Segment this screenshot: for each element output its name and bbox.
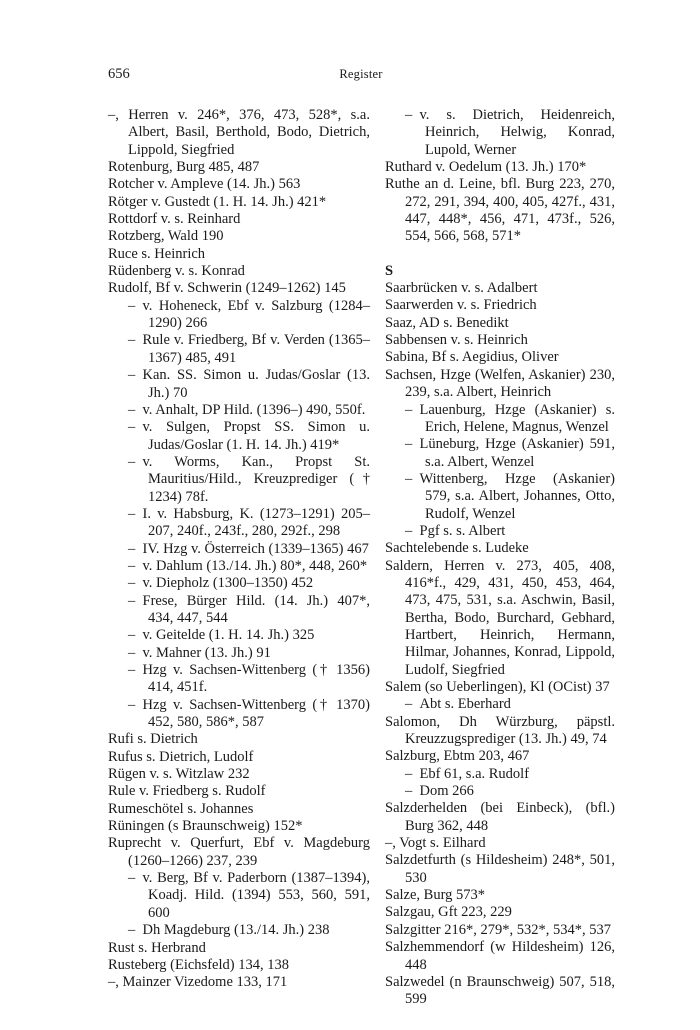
index-entry: Rotenburg, Burg 485, 487: [108, 159, 260, 176]
index-subentry: – Wittenberg, Hzge (Askanier) 579, s.a. Albert, Johannes, Otto, Rudolf, Wenzel: [405, 470, 615, 522]
index-entry: Ruprecht v. Querfurt, Ebf v. Magdeburg (1260–1266) 237, 239: [108, 835, 370, 869]
index-entry: Sachtelebende s. Ludeke: [385, 540, 529, 557]
index-subentry: – v. Hoheneck, Ebf v. Salzburg (1284–1290) 266: [128, 297, 370, 332]
index-entry: Ruce s. Heinrich: [108, 245, 206, 262]
page-header: [108, 66, 614, 86]
index-entry: Sabina, Bf s. Aegidius, Oliver: [385, 349, 559, 366]
index-subentry: – Dom 266: [405, 783, 474, 800]
index-entry: Salzgau, Gft 223, 229: [385, 904, 512, 921]
index-entry: Salzwedel (n Braunschweig) 507, 518, 599: [385, 973, 615, 1008]
index-entry: Salze, Burg 573*: [385, 887, 486, 904]
index-subentry: – v. Geitelde (1. H. 14. Jh.) 325: [128, 627, 315, 644]
index-entry: Rotzberg, Wald 190: [108, 228, 224, 245]
index-entry: Salzgitter 216*, 279*, 532*, 534*, 537: [385, 921, 611, 938]
index-subentry: – v. s. Dietrich, Heidenreich, Heinrich, Helwig, Konrad, Lupold, Werner: [405, 107, 615, 158]
index-entry: Rust s. Herbrand: [108, 939, 206, 956]
index-entry: Ruthard v. Oedelum (13. Jh.) 170*: [385, 159, 587, 176]
index-entry: Ruthe an d. Leine, bfl. Burg 223, 270, 272, 291, 394, 400, 405, 427f., 431, 447, 448*, 456, 471, 473f., 526, 554, 566, 568, 571*: [385, 176, 615, 245]
running-title: Register: [339, 67, 383, 81]
index-entry: Rumeschötel s. Johannes: [108, 800, 254, 817]
index-entry: Rötger v. Gustedt (1. H. 14. Jh.) 421*: [108, 193, 327, 210]
index-entry: Salzderhelden (bei Einbeck), (bfl.) Burg 362, 448: [385, 800, 615, 834]
index-subentry: – Ebf 61, s.a. Rudolf: [405, 765, 530, 782]
index-subentry: – Pgf s. s. Albert: [405, 522, 506, 539]
index-subentry: – v. Mahner (13. Jh.) 91: [128, 644, 271, 661]
index-entry: Rufi s. Dietrich: [108, 731, 198, 748]
index-entry: Sachsen, Hzge (Welfen, Askanier) 230, 239, s.a. Albert, Heinrich: [385, 366, 615, 401]
index-entry: Saaz, AD s. Benedikt: [385, 314, 509, 331]
index-subentry: – Rule v. Friedberg, Bf v. Verden (1365–1367) 485, 491: [128, 332, 370, 366]
index-entry: Rufus s. Dietrich, Ludolf: [108, 748, 254, 765]
index-entry: Rügen v. s. Witzlaw 232: [108, 766, 250, 783]
index-entry: Salzhemmendorf (w Hildesheim) 126, 448: [385, 939, 615, 973]
index-entry: Salzdetfurth (s Hildesheim) 248*, 501, 530: [385, 852, 615, 886]
index-entry: Saarbrücken v. s. Adalbert: [385, 280, 538, 297]
index-subentry: – v. Sulgen, Propst SS. Simon u. Judas/Goslar (1. H. 14. Jh.) 419*: [128, 419, 370, 453]
index-subentry: – v. Diepholz (1300–1350) 452: [128, 575, 314, 592]
index-subentry: – v. Berg, Bf v. Paderborn (1387–1394), Koadj. Hild. (1394) 553, 560, 591, 600: [128, 870, 370, 921]
index-entry: Rudolf, Bf v. Schwerin (1249–1262) 145: [108, 280, 346, 297]
index-entry: Salem (so Ueberlingen), Kl (OCist) 37: [385, 679, 610, 695]
index-subentry: – Dh Magdeburg (13./14. Jh.) 238: [128, 922, 330, 939]
section-letter: S: [385, 262, 394, 279]
index-subentry: – I. v. Habsburg, K. (1273–1291) 205–207, 240f., 243f., 280, 292f., 298: [128, 505, 370, 540]
index-subentry: – v. Dahlum (13./14. Jh.) 80*, 448, 260*: [128, 557, 368, 574]
page-number: 656: [108, 66, 130, 82]
index-column-left: [108, 107, 370, 992]
index-entry: –, Mainzer Vizedome 133, 171: [108, 974, 288, 991]
index-entry: Sabbensen v. s. Heinrich: [385, 332, 528, 349]
index-subentry: – Kan. SS. Simon u. Judas/Goslar (13. Jh.) 70: [128, 367, 370, 401]
index-subentry: – IV. Hzg v. Österreich (1339–1365) 467: [128, 540, 369, 557]
index-entry: Rüningen (s Braunschweig) 152*: [108, 818, 303, 835]
index-entry: –, Herren v. 246*, 376, 473, 528*, s.a. Albert, Basil, Berthold, Bodo, Dietrich, Lippold, Siegfried: [108, 107, 370, 158]
index-subentry: – Lüneburg, Hzge (Askanier) 591, s.a. Albert, Wenzel: [405, 436, 615, 470]
index-subentry: – v. Worms, Kan., Propst St. Mauritius/Hild., Kreuzprediger († 1234) 78f.: [128, 453, 370, 505]
index-entry: Rottdorf v. s. Reinhard: [108, 211, 241, 228]
index-entry: Saarwerden v. s. Friedrich: [385, 297, 537, 314]
index-entry: Salomon, Dh Würzburg, päpstl. Kreuzzugsprediger (13. Jh.) 49, 74: [385, 713, 615, 748]
index-subentry: – v. Anhalt, DP Hild. (1396–) 490, 550f.: [128, 401, 366, 418]
index-subentry: – Hzg v. Sachsen-Wittenberg († 1370) 452, 580, 586*, 587: [128, 696, 370, 731]
index-entry: Salzburg, Ebtm 203, 467: [385, 748, 530, 765]
index-subentry: – Abt s. Eberhard: [405, 696, 511, 713]
index-column-right: [385, 107, 615, 1009]
index-subentry: – Frese, Bürger Hild. (14. Jh.) 407*, 434, 447, 544: [128, 592, 370, 626]
index-subentry: – Lauenburg, Hzge (Askanier) s. Erich, Helene, Magnus, Wenzel: [405, 401, 615, 435]
index-entry: Rotcher v. Ampleve (14. Jh.) 563: [108, 176, 301, 193]
index-subentry: – Hzg v. Sachsen-Wittenberg († 1356) 414, 451f.: [128, 662, 370, 696]
index-entry: –, Vogt s. Eilhard: [385, 835, 486, 852]
index-entry: Rüdenberg v. s. Konrad: [108, 263, 245, 280]
index-entry: Rusteberg (Eichsfeld) 134, 138: [108, 956, 289, 973]
index-entry: Saldern, Herren v. 273, 405, 408, 416*f., 429, 431, 450, 453, 464, 473, 475, 531, s.a. Aschwin, Basil, Bertha, Bodo, Burchard, Gebhard, Hartbert, Heinrich, Hermann, Hilmar, Johannes, Konrad, Lippold, Ludolf, Siegfried: [385, 557, 615, 678]
index-entry: Rule v. Friedberg s. Rudolf: [108, 783, 266, 800]
